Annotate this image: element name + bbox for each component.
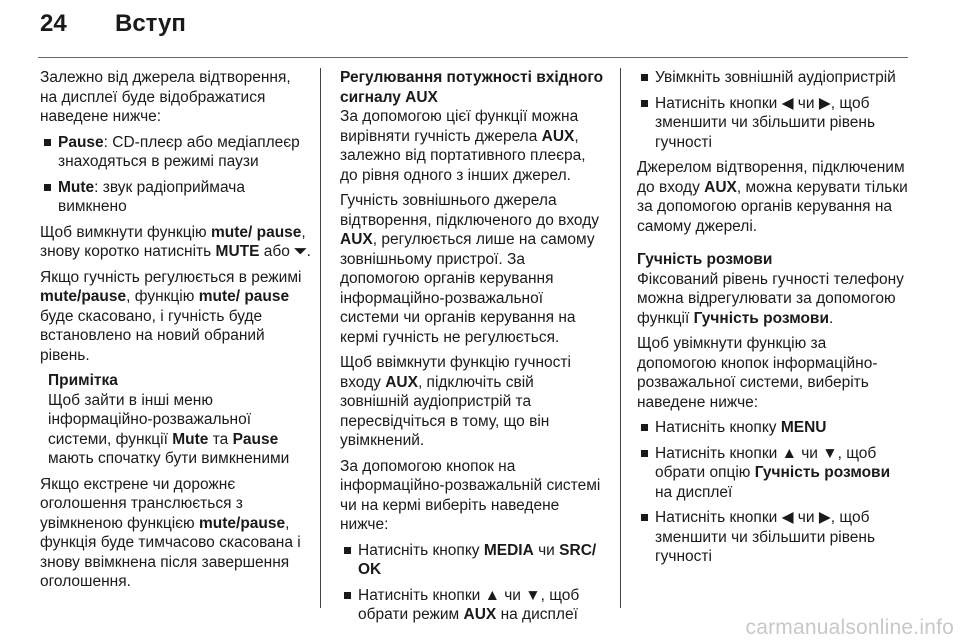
mute-knob-icon: ⏷ bbox=[294, 243, 307, 260]
paragraph: Залежно від джерела відтворення, на дисплеї буде відображатися наведене нижче: bbox=[40, 69, 291, 125]
subheading: Регулювання потужності вхідного сигналу AUX bbox=[340, 69, 604, 106]
list-item: Натисніть кнопку MEDIA чи SRC/ OK bbox=[340, 541, 605, 580]
column-3 bbox=[637, 68, 909, 573]
paragraph: За допомогою цієї функції можна вирівняти гучність джерела AUX, залежно від портативного плеєра, до рівня одного з інших джерел. bbox=[340, 108, 586, 184]
paragraph: Фіксований рівень гучності телефону можна відрегулювати за допомогою функції Гучність розмови. bbox=[637, 270, 904, 327]
column-2 bbox=[340, 68, 605, 631]
page-header bbox=[40, 10, 186, 50]
column-divider-2 bbox=[620, 68, 621, 608]
paragraph: Якщо екстрене чи дорожнє оголошення транслюється з увімкненою функцією mute/pause, функція буде тимчасово скасована і знову ввімкнена після завершення оголошення. bbox=[40, 475, 301, 590]
paragraph: Якщо гучність регулюється в режимі mute/pause, функцію mute/ pause буде скасовано, і гучність буде встановлено на новий обраний рівень. bbox=[40, 268, 302, 364]
header-rule bbox=[38, 57, 908, 58]
list-item: Натисніть кнопки ◀ чи ▶, щоб зменшити чи збільшити рівень гучності bbox=[637, 508, 909, 567]
list-item: Увімкніть зовнішній аудіопристрій bbox=[637, 68, 909, 88]
subheading: Гучність розмови bbox=[637, 251, 773, 268]
list-item: Натисніть кнопки ◀ чи ▶, щоб зменшити чи збільшити рівень гучності bbox=[637, 94, 909, 153]
note-text: Щоб зайти в інші меню інформаційно-розважальної системи, функції Mute та Pause мають спочатку бути вимкненими bbox=[48, 391, 290, 467]
list-item: Pause: CD-плеєр або медіаплеєр знаходяться в режимі паузи bbox=[40, 133, 312, 172]
note-title: Примітка bbox=[48, 372, 118, 389]
paragraph: Джерелом відтворення, підключеним до входу AUX, можна керувати тільки за допомогою органів керування на самому джерелі. bbox=[637, 159, 908, 235]
list-item: Mute: звук радіоприймача вимкнено bbox=[40, 178, 312, 217]
list-item: Натисніть кнопки ▲ чи ▼, щоб обрати опцію Гучність розмови на дисплеї bbox=[637, 444, 909, 503]
list-item: Натисніть кнопку MENU bbox=[637, 418, 909, 438]
column-1 bbox=[40, 68, 312, 598]
section-title: Вступ bbox=[115, 10, 186, 37]
note-block bbox=[40, 371, 312, 469]
paragraph: За допомогою кнопок на інформаційно-розважальній системі чи на кермі виберіть наведене нижче: bbox=[340, 457, 601, 533]
page-number: 24 bbox=[40, 10, 67, 37]
list-item: Натисніть кнопки ▲ чи ▼, щоб обрати режим AUX на дисплеї bbox=[340, 586, 605, 625]
paragraph: Щоб вимкнути функцію mute/ pause, знову коротко натисніть MUTE або ⏷. bbox=[40, 223, 311, 260]
paragraph: Гучність зовнішнього джерела відтворення, підключеного до входу AUX, регулюється лише на самому зовнішньому пристрої. За допомогою органів керування інформаційно-розважальної системи чи органів керування на кермі гучність не регулюється. bbox=[340, 192, 600, 346]
watermark: carmanualsonline.info bbox=[745, 616, 954, 639]
paragraph: Щоб ввімкнути функцію гучності входу AUX, підключіть свій зовнішній аудіопристрій та пересвідчіться в тому, що він увімкнений. bbox=[340, 354, 571, 449]
column-divider-1 bbox=[320, 68, 321, 608]
paragraph: Щоб увімкнути функцію за допомогою кнопок інформаційно-розважальної системи, виберіть наведене нижче: bbox=[637, 335, 878, 411]
